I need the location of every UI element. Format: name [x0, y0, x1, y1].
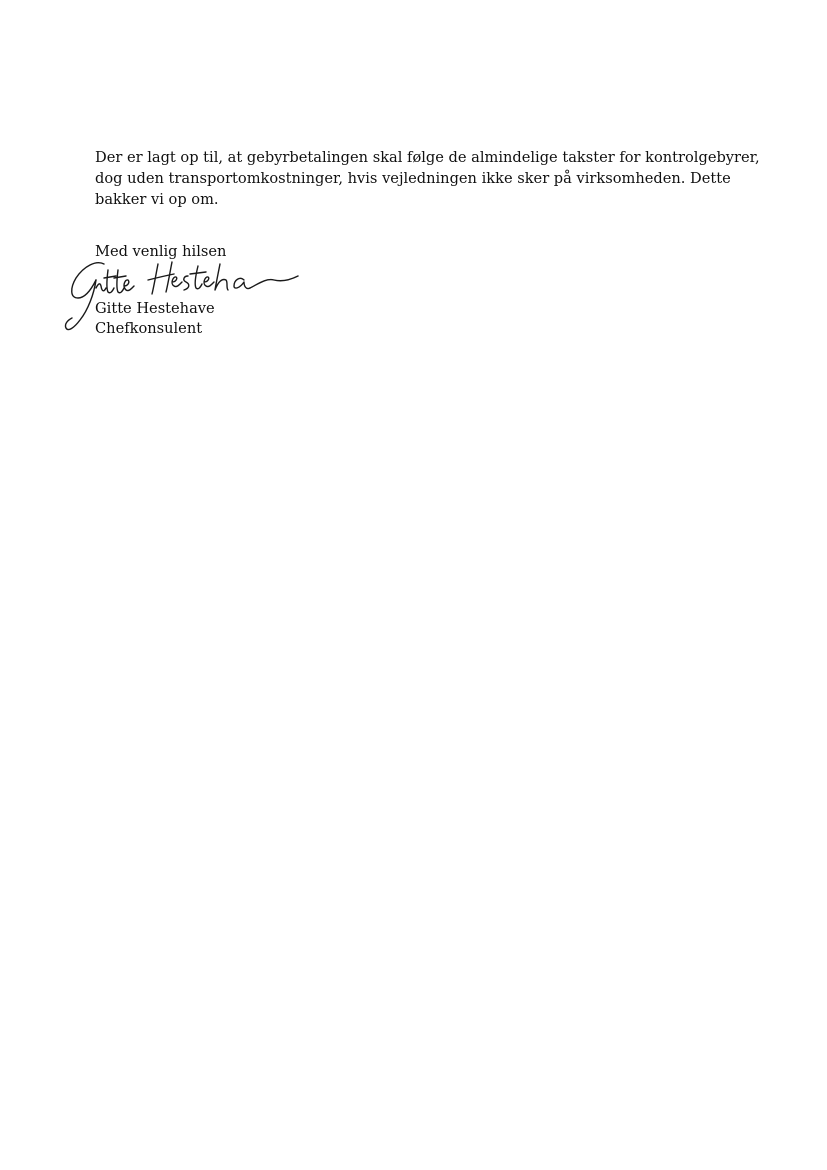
closing-salutation: Med venlig hilsen — [95, 243, 227, 260]
paragraph-line-3: bakker vi op om. — [95, 191, 219, 208]
signer-title: Chefkonsulent — [95, 320, 203, 337]
paragraph-line-2: dog uden transportomkostninger, hvis vejledningen ikke sker på virksomheden. Dette — [95, 170, 731, 187]
body-paragraph — [95, 147, 760, 210]
signer-name: Gitte Hestehave — [95, 300, 215, 317]
signature-text: Gitte Hestehave — [60, 343, 67, 344]
signer-block — [95, 299, 215, 339]
paragraph-line-1: Der er lagt op til, at gebyrbetalingen skal følge de almindelige takster for kontrolgebyrer, — [95, 149, 760, 166]
